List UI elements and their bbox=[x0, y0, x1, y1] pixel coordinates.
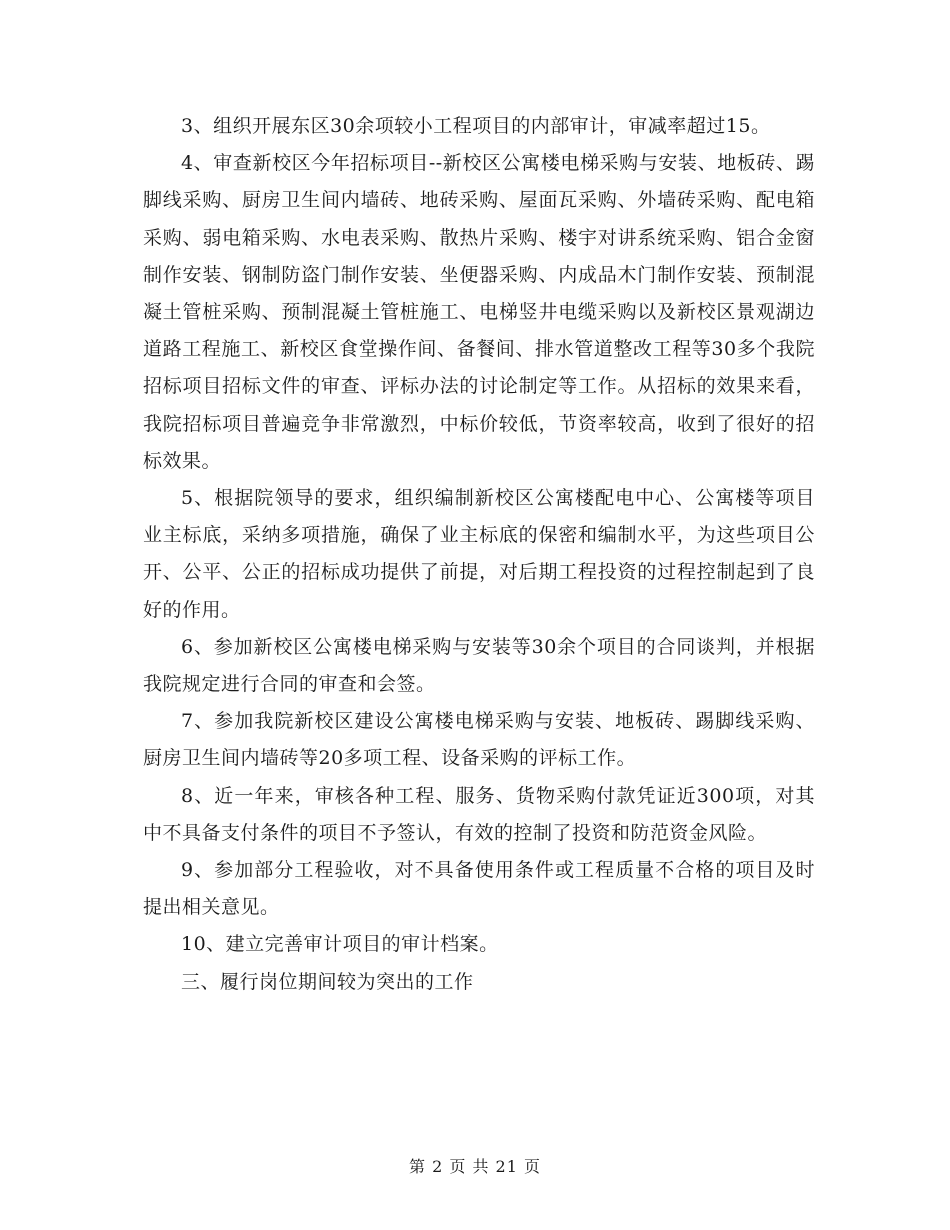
page-number-footer: 第 2 页 共 21 页 bbox=[409, 1157, 541, 1176]
paragraph-item-10: 10、建立完善审计项目的审计档案。 bbox=[181, 933, 499, 956]
paragraph-item-9: 9、参加部分工程验收，对不具备使用条件或工程质量不合格的项目及时提出相关意见。 bbox=[143, 859, 815, 919]
paragraph-item-5: 5、根据院领导的要求，组织编制新校区公寓楼配电中心、公寓楼等项目业主标底，采纳多项措施，确保了业主标底的保密和编制水平，为这些项目公开、公平、公正的招标成功提供了前提，对后期工程投资的过程控制起到了良好的作用。 bbox=[143, 487, 815, 621]
paragraph-item-8: 8、近一年来，审核各种工程、服务、货物采购付款凭证近300项，对其中不具备支付条件的项目不予签认，有效的控制了投资和防范资金风险。 bbox=[143, 784, 815, 844]
paragraph-item-6: 6、参加新校区公寓楼电梯采购与安装等30余个项目的合同谈判，并根据我院规定进行合同的审查和会签。 bbox=[143, 635, 815, 696]
paragraph-item-7: 7、参加我院新校区建设公寓楼电梯采购与安装、地板砖、踢脚线采购、厨房卫生间内墙砖等20多项工程、设备采购的评标工作。 bbox=[143, 710, 815, 770]
document-body bbox=[143, 108, 815, 1001]
section-heading-3: 三、履行岗位期间较为突出的工作 bbox=[181, 970, 474, 993]
paragraph-item-4: 4、审查新校区今年招标项目--新校区公寓楼电梯采购与安装、地板砖、踢脚线采购、厨房卫生间内墙砖、地砖采购、屋面瓦采购、外墙砖采购、配电箱采购、弱电箱采购、水电表采购、散热片采购、楼宇对讲系统采购、铝合金窗制作安装、钢制防盗门制作安装、坐便器采购、内成品木门制作安装、预制混凝土管桩采购、预制混凝土管桩施工、电梯竖井电缆采购以及新校区景观湖边道路工程施工、新校区食堂操作间、备餐间、排水管道整改工程等30多个我院招标项目招标文件的审查、评标办法的讨论制定等工作。从招标的效果来看，我院招标项目普遍竞争非常激烈，中标价较低，节资率较高，收到了很好的招标效果。 bbox=[143, 152, 815, 472]
paragraph-item-3: 3、组织开展东区30余项较小工程项目的内部审计，审减率超过15。 bbox=[181, 115, 771, 137]
